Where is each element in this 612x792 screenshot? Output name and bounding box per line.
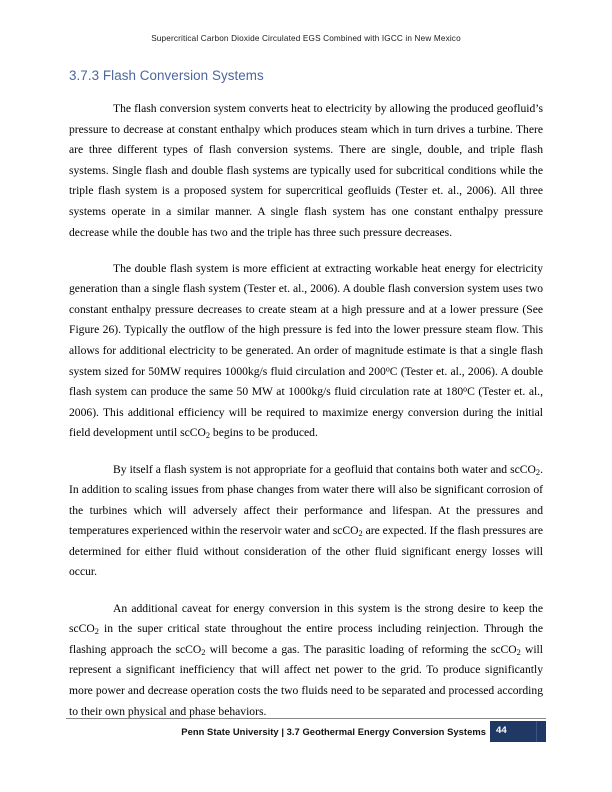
footer-divider (66, 718, 546, 719)
co2-subscript-1: 2 (94, 627, 99, 637)
paragraph-3-text-a: By itself a flash system is not appropriate for a geofluid that contains both water and scCO (113, 462, 536, 476)
paragraph-4 (69, 599, 543, 723)
paragraph-1-text: The flash conversion system converts heat to electricity by allowing the produced geofluid’s pressure to decrease at constant enthalpy which produces steam which in turn drives a turbine. There are three different types of flash conversion systems. There are single, double, and triple flash systems. Single flash and double flash systems are typically used for subcritical conditions while the triple flash system is a proposed system for supercritical geofluids (Tester et. al., 2006). All three systems operate in a similar manner. A single flash system has one constant enthalpy pressure decrease while the double has two and the triple has three such pressure decreases. (69, 102, 543, 239)
section-heading: 3.7.3 Flash Conversion Systems (69, 68, 264, 83)
paragraph-3 (69, 460, 543, 584)
paragraph-4-text-b: in the super critical state throughout the entire process including reinjection. Through the flashing approach the scCO (69, 622, 543, 656)
co2-subscript-2: 2 (201, 647, 206, 657)
body-column (69, 99, 543, 722)
paragraph-2-text-c: C (Tester et. al., 2006). This additional efficiency will be required to maximize energy conversion during the initial field development until scCO (69, 385, 543, 440)
co2-subscript-1: 2 (205, 431, 211, 441)
paragraph-2 (69, 259, 543, 444)
paragraph-4-text-c: will become a gas. The parasitic loading of reforming the scCO (205, 642, 517, 656)
paragraph-2-text-d: begins to be produced. (210, 426, 318, 440)
co2-subscript-2: 2 (358, 529, 363, 539)
page-number-divider (536, 721, 537, 742)
paragraph-3-text-c: are expected. If the flash pressures are determined for either fluid without consideration of the other fluid significant energy losses will occur. (69, 524, 543, 579)
paragraph-1 (69, 99, 543, 243)
paragraph-2-text-a: The double flash system is more efficient at extracting workable heat energy for electricity generation than a single flash system (Tester et. al., 2006). A double flash conversion system uses two constant enthalpy pressure decreases to create steam at a high pressure and at a lower pressure (See Figure 26). Typically the outflow of the high pressure is fed into the lower pressure steam flow. This allows for additional electricity to be generated. An order of magnitude estimate is that a single flash system sized for 50MW requires 1000kg/s fluid circulation and 200 (69, 261, 543, 378)
co2-subscript-3: 2 (516, 647, 521, 657)
paragraph-4-text-a: An additional caveat for energy conversion in this system is the strong desire to keep the scCO (69, 601, 543, 636)
paragraph-3-text-b: . In addition to scaling issues from phase changes from water there will also be significant corrosion of the turbines which will adversely affect their performance and lifespan. At the pressures and temperatures experienced within the reservoir water and scCO (69, 462, 543, 538)
page-footer (66, 722, 546, 744)
co2-subscript-1: 2 (535, 467, 541, 477)
page-number: 44 (496, 725, 507, 736)
paragraph-4-text-d: will represent a significant inefficiency that will affect net power to the grid. To produce significantly more power and decrease operation costs the two fluids need to be separated and processed according to their own physical and phase behaviors. (69, 642, 543, 718)
degree-superscript-2: o (463, 384, 468, 394)
paragraph-2-text-b: C (Tester et. al., 2006). A double flash system can produce the same 50 MW at 1000kg/s fluid circulation rate at 180 (69, 364, 543, 399)
footer-text: Penn State University | 3.7 Geothermal Energy Conversion Systems (181, 726, 486, 737)
page-number-badge (490, 721, 546, 742)
degree-superscript-1: o (385, 364, 390, 374)
running-header: Supercritical Carbon Dioxide Circulated EGS Combined with IGCC in New Mexico (151, 34, 461, 43)
